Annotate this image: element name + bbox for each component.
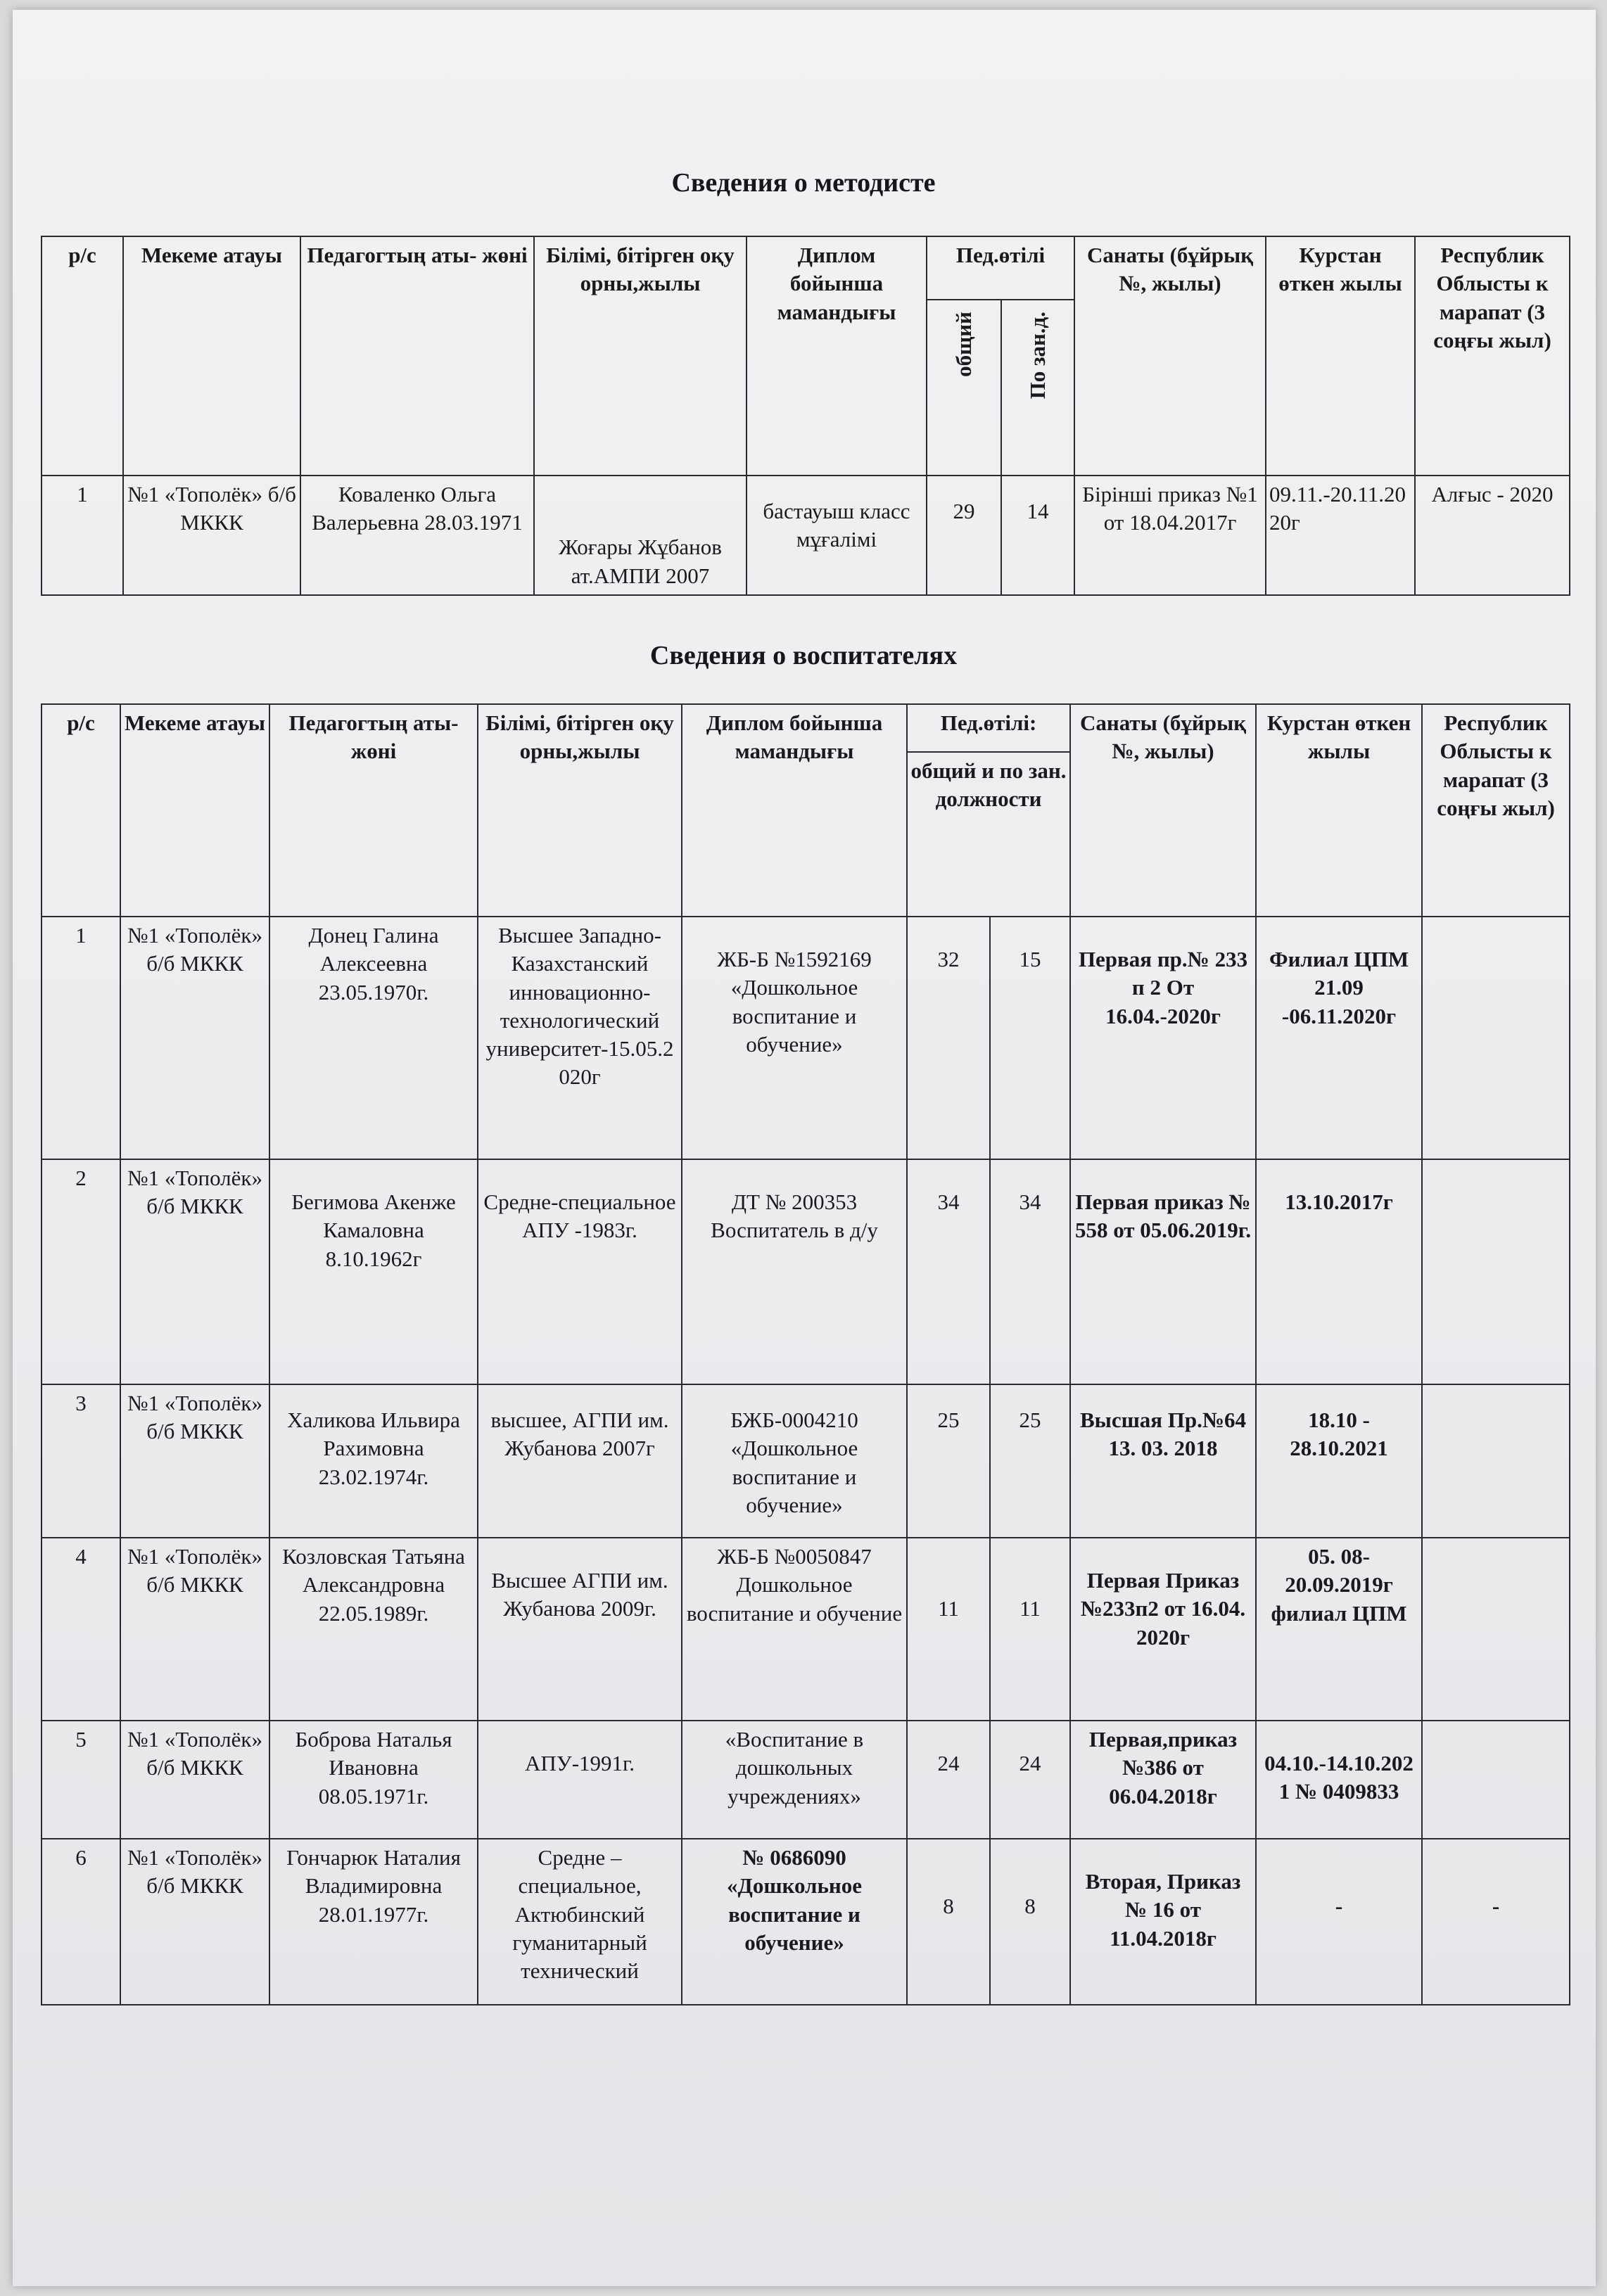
cell-name: Донец Галина Алексеевна 23.05.1970г. (269, 917, 478, 1159)
cell-exp-position: 24 (990, 1721, 1070, 1839)
cell-diploma: ДТ № 200353 Воспитатель в д/у (682, 1159, 907, 1384)
cell-diploma: ЖБ-Б №0050847 Дошкольное воспитание и обучение (682, 1538, 907, 1721)
table-row (42, 1384, 1570, 1538)
cell-education: АПУ-1991г. (478, 1721, 682, 1839)
table-row (42, 476, 1570, 595)
cell-diploma: «Воспитание в дошкольных учреждениях» (682, 1721, 907, 1839)
cell-education: Средне – специальное, Актюбинский гуманитарный технический (478, 1839, 682, 2005)
header-experience-total: общий (927, 300, 1001, 476)
cell-exp-position: 15 (990, 917, 1070, 1159)
header-courses: Курстан өткен жылы (1266, 236, 1415, 476)
cell-exp-position: 14 (1001, 476, 1074, 595)
header-name: Педагогтың аты- жөні (269, 704, 478, 917)
cell-name: Бегимова Акенже Камаловна 8.10.1962г (269, 1159, 478, 1384)
cell-courses: Филиал ЦПМ 21.09 -06.11.2020г (1256, 917, 1422, 1159)
cell-diploma: БЖБ-0004210 «Дошкольное воспитание и обучение» (682, 1384, 907, 1538)
cell-category: Бірінші приказ №1 от 18.04.2017г (1074, 476, 1266, 595)
cell-org: №1 «Тополёк» б/б МККК (120, 1538, 269, 1721)
cell-num: 1 (42, 476, 123, 595)
table-row (42, 1839, 1570, 2005)
header-diploma: Диплом бойынша мамандығы (747, 236, 927, 476)
cell-exp-position: 11 (990, 1538, 1070, 1721)
cell-education: Жоғары Жұбанов ат.АМПИ 2007 (534, 476, 747, 595)
cell-name: Козловская Татьяна Александровна 22.05.1989г. (269, 1538, 478, 1721)
cell-diploma: бастауыш класс мұғалімі (747, 476, 927, 595)
header-education: Білімі, бітірген оқу орны,жылы (478, 704, 682, 917)
cell-courses: 18.10 - 28.10.2021 (1256, 1384, 1422, 1538)
cell-exp-total: 8 (907, 1839, 990, 2005)
table-row (42, 1721, 1570, 1839)
table-row (42, 1159, 1570, 1384)
header-courses: Курстан өткен жылы (1256, 704, 1422, 917)
cell-name: Боброва Наталья Ивановна 08.05.1971г. (269, 1721, 478, 1839)
header-org: Мекеме атауы (123, 236, 300, 476)
cell-org: №1 «Тополёк» б/б МККК (120, 1721, 269, 1839)
teachers-table (41, 703, 1570, 2005)
cell-org: №1 «Тополёк» б/б МККК (120, 1159, 269, 1384)
cell-num: 3 (42, 1384, 120, 1538)
cell-category: Первая Приказ №233п2 от 16.04. 2020г (1070, 1538, 1256, 1721)
cell-awards (1422, 917, 1570, 1159)
header-org: Мекеме атауы (120, 704, 269, 917)
cell-courses: 13.10.2017г (1256, 1159, 1422, 1384)
cell-diploma: ЖБ-Б №1592169 «Дошкольное воспитание и обучение» (682, 917, 907, 1159)
cell-org: №1 «Тополёк» б/б МККК (120, 1839, 269, 2005)
cell-category: Первая,приказ №386 от 06.04.2018г (1070, 1721, 1256, 1839)
cell-name: Гончарюк Наталия Владимировна 28.01.1977г. (269, 1839, 478, 2005)
cell-awards (1422, 1721, 1570, 1839)
cell-awards: Алғыс - 2020 (1415, 476, 1570, 595)
cell-education: Средне-специальное АПУ -1983г. (478, 1159, 682, 1384)
header-education: Білімі, бітірген оқу орны,жылы (534, 236, 747, 476)
header-awards: Республик Облысты к марапат (3 соңғы жыл) (1422, 704, 1570, 917)
cell-category: Первая пр.№ 233 п 2 От 16.04.-2020г (1070, 917, 1256, 1159)
header-num: р/с (42, 236, 123, 476)
cell-awards (1422, 1538, 1570, 1721)
cell-num: 4 (42, 1538, 120, 1721)
cell-name: Халикова Ильвира Рахимовна 23.02.1974г. (269, 1384, 478, 1538)
header-experience-position: По зан.д. (1001, 300, 1074, 476)
cell-exp-total: 11 (907, 1538, 990, 1721)
cell-num: 5 (42, 1721, 120, 1839)
cell-awards: - (1422, 1839, 1570, 2005)
cell-org: №1 «Тополёк» б/б МККК (120, 1384, 269, 1538)
cell-diploma: № 0686090 «Дошкольное воспитание и обучение» (682, 1839, 907, 2005)
table-row (42, 917, 1570, 1159)
methodist-table (41, 236, 1570, 596)
cell-exp-total: 29 (927, 476, 1001, 595)
cell-courses: 05. 08-20.09.2019г филиал ЦПМ (1256, 1538, 1422, 1721)
header-category: Санаты (бұйрық №, жылы) (1074, 236, 1266, 476)
table-row (42, 1538, 1570, 1721)
teachers-section-title: Сведения о воспитателях (649, 641, 958, 670)
header-experience: Пед.өтілі: (907, 704, 1070, 752)
cell-exp-position: 25 (990, 1384, 1070, 1538)
cell-category: Вторая, Приказ № 16 от 11.04.2018г (1070, 1839, 1256, 2005)
cell-education: Высшее АГПИ им. Жубанова 2009г. (478, 1538, 682, 1721)
cell-exp-total: 32 (907, 917, 990, 1159)
cell-name: Коваленко Ольга Валерьевна 28.03.1971 (300, 476, 534, 595)
header-num: р/с (42, 704, 120, 917)
cell-education: высшее, АГПИ им. Жубанова 2007г (478, 1384, 682, 1538)
cell-num: 1 (42, 917, 120, 1159)
header-diploma: Диплом бойынша мамандығы (682, 704, 907, 917)
cell-awards (1422, 1384, 1570, 1538)
header-experience-sub: общий и по зан. должности (907, 752, 1070, 917)
cell-courses: - (1256, 1839, 1422, 2005)
header-experience: Пед.өтілі (927, 236, 1074, 300)
header-awards: Республик Облысты к марапат (3 соңғы жыл) (1415, 236, 1570, 476)
header-category: Санаты (бұйрық №, жылы) (1070, 704, 1256, 917)
cell-exp-total: 24 (907, 1721, 990, 1839)
cell-exp-total: 25 (907, 1384, 990, 1538)
cell-exp-position: 8 (990, 1839, 1070, 2005)
cell-num: 6 (42, 1839, 120, 2005)
cell-org: №1 «Тополёк» б/б МККК (120, 917, 269, 1159)
cell-exp-total: 34 (907, 1159, 990, 1384)
cell-courses: 04.10.-14.10.2021 № 0409833 (1256, 1721, 1422, 1839)
cell-org: №1 «Тополёк» б/б МККК (123, 476, 300, 595)
methodist-section-title: Сведения о методисте (671, 168, 936, 198)
cell-category: Первая приказ № 558 от 05.06.2019г. (1070, 1159, 1256, 1384)
cell-courses: 09.11.-20.11.2020г (1266, 476, 1415, 595)
header-name: Педагогтың аты- жөні (300, 236, 534, 476)
cell-education: Высшее Западно-Казахстанский инновационно-технологический университет-15.05.2020г (478, 917, 682, 1159)
cell-num: 2 (42, 1159, 120, 1384)
cell-category: Высшая Пр.№64 13. 03. 2018 (1070, 1384, 1256, 1538)
cell-awards (1422, 1159, 1570, 1384)
cell-exp-position: 34 (990, 1159, 1070, 1384)
